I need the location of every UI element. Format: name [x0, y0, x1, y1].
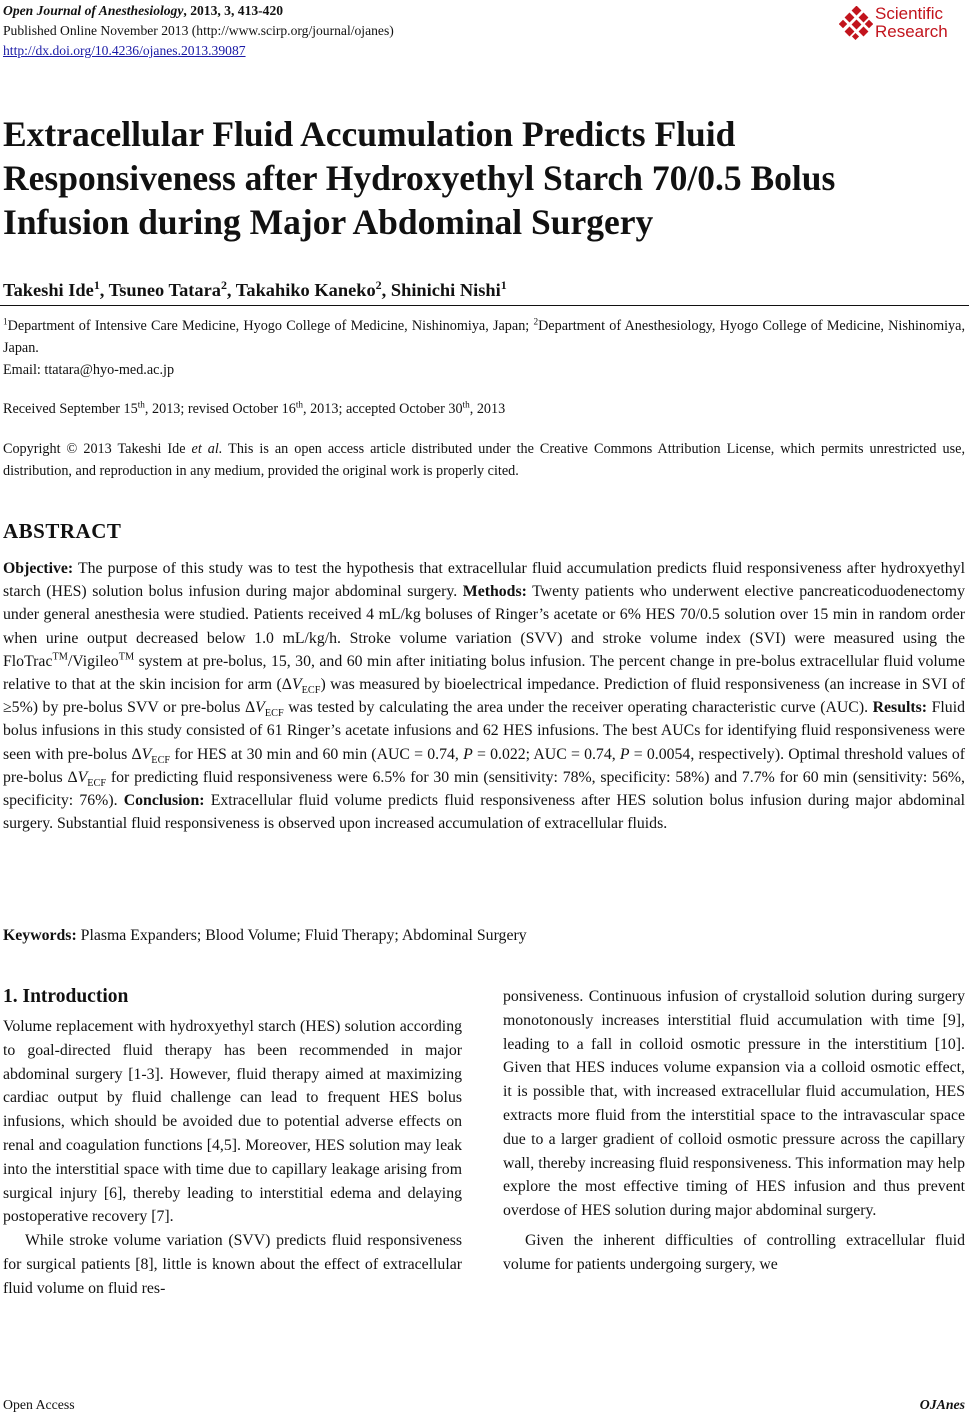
copyright-license-text: This is an open access article distributed under the Creative Commons Attribution License, which permits unrestricted use, distribution, and reproduction in any medium, provided the original work is properly cited. [3, 441, 965, 479]
author-name: Takeshi Ide [3, 280, 94, 300]
accepted-text: , 2013; accepted October 30 [302, 401, 463, 417]
results-text: = 0.0054, respectively). Optimal threshold values of pre-bolus Δ [3, 745, 965, 786]
author-separator: , [226, 280, 236, 300]
section-heading-introduction: 1. Introduction [3, 986, 129, 1007]
abstract-body [3, 557, 965, 835]
affiliation-mark: 2 [533, 316, 539, 327]
objective-text: The purpose of this study was to test the hypothesis that extracellular fluid accumulation predicts fluid responsiveness after hydroxyethyl starch (HES) solution bolus infusion during major abdominal surgery. [3, 560, 965, 601]
scientific-research-logo-icon [839, 6, 873, 40]
affiliation-mark: 1 [3, 316, 8, 327]
author-affiliation-mark: 2 [375, 277, 382, 292]
author-affiliation-mark: 1 [500, 277, 507, 292]
subscript-ecf: ECF [301, 685, 321, 697]
doi-link[interactable]: http://dx.doi.org/10.4236/ojanes.2013.39087 [3, 43, 246, 58]
results-label: Results: [872, 699, 928, 717]
journal-volume: , 2013, 3, 413-420 [183, 3, 284, 18]
methods-text: ) was measured by bioelectrical impedance. Prediction of fluid responsiveness (an increase in SVI of ≥5%) by pre-bolus SVV or pre-bolus Δ [3, 676, 965, 717]
ordinal-suffix: th [137, 399, 145, 410]
footer-journal-abbrev: OJAnes [919, 1397, 965, 1412]
abstract-heading: ABSTRACT [3, 519, 122, 543]
keywords-label: Keywords: [3, 927, 77, 944]
received-text: Received September 15 [3, 401, 138, 417]
published-line: Published Online November 2013 (http://www.scirp.org/journal/ojanes) [3, 23, 394, 38]
trademark-mark: TM [52, 651, 68, 663]
publisher-logo [839, 2, 963, 46]
intro-paragraph-3: Given the inherent difficulties of controlling extracellular fluid volume for patients undergoing surgery, we [503, 1231, 965, 1273]
journal-name: Open Journal of Anesthesiology [3, 3, 184, 18]
variable-p: P [463, 745, 473, 763]
revised-text: , 2013; revised October 16 [144, 401, 296, 417]
logo-text-line1: Scientific [875, 4, 944, 23]
intro-paragraph-2: While stroke volume variation (SVV) predicts fluid responsiveness for surgical patients [8], little is known about the effect of extracellular fluid volume on fluid res- [3, 1232, 462, 1297]
subscript-ecf: ECF [151, 754, 171, 766]
results-text: for predicting fluid responsiveness were 6.5% for 30 min (sensitivity: 78%, specificity: 58%) and 7.7% for 60 min (sensitivity: 56%, specificity: 76%). [3, 768, 965, 810]
copyright-etal: et al. [191, 441, 223, 457]
results-text: = 0.022; AUC = 0.74, [472, 745, 620, 763]
copyright-notice [3, 438, 965, 482]
author-list [3, 277, 507, 301]
ordinal-suffix: th [462, 399, 470, 410]
variable-v: V [291, 676, 302, 694]
author-affiliation-mark: 1 [93, 277, 100, 292]
logo-text-line2: Research [875, 22, 948, 41]
variable-v: V [77, 768, 88, 786]
footer-open-access: Open Access [3, 1397, 75, 1412]
paper-title: Extracellular Fluid Accumulation Predicts Fluid Responsiveness after Hydroxyethyl Starch 70/0.5 Bolus Infusion during Major Abdominal Surgery [3, 114, 836, 242]
methods-text: was tested by calculating the area under the receiver operating characteristic curve (AUC). [283, 699, 873, 717]
methods-text: Twenty patients who underwent elective pancreaticoduodenectomy under general anesthesia were studied. Patients received 4 mL/kg boluses of Ringer’s acetate or 6% HES 70/0.5 solution over 15 min in random order when urine output decreased below 1.0 mL/kg/h. Stroke volume variation (SVV) and stroke volume index (SVI) were measured using the FloTrac [3, 583, 965, 670]
methods-label: Methods: [462, 583, 527, 601]
intro-paragraph-1: Volume replacement with hydroxyethyl starch (HES) solution according to goal-directed fluid therapy has been recommended in major abdominal surgery [1-3]. However, fluid therapy aimed at maximizing cardiac output by fluid challenge can lead to frequent HES bolus infusions, which should be avoided due to potential adverse effects on renal and coagulation functions [4,5]. Moreover, HES solution may leak into the interstitial space with time due to capillary leakage arising from surgical injury [6], thereby leading to interstitial edema and delaying postoperative recovery [7]. [3, 1018, 462, 1226]
intro-paragraph-2-continued: ponsiveness. Continuous infusion of crystalloid solution during surgery monotonously increases interstitial fluid accumulation with time [9], leading to a fall in colloid osmotic pressure in the interstitium [10]. Given that HES induces volume expansion via a colloid osmotic effect, it is possible that, with increased extracellular fluid accumulation, HES extracts more fluid from the interstitial space to the intravascular space due to a larger gradient of colloid osmotic pressure across the capillary wall, thereby increasing fluid responsiveness. This information may help explore the most effective timing of HES infusion and thus prevent overdose of HES solution during major abdominal surgery. [503, 988, 965, 1220]
right-column [503, 985, 965, 1277]
received-dates [3, 398, 505, 420]
copyright-text: Copyright © 2013 Takeshi Ide [3, 441, 192, 457]
left-column [3, 985, 462, 1301]
methods-text: system at pre-bolus, 15, 30, and 60 min after initiating bolus infusion. The percent change in pre-bolus extracellular fluid volume relative to that at the skin incision for arm (Δ [3, 652, 965, 694]
results-text: for HES at 30 min and 60 min (AUC = 0.74, [170, 745, 464, 763]
variable-v: V [255, 699, 265, 717]
variable-v: V [141, 745, 152, 763]
variable-p: P [619, 745, 630, 763]
author-affiliation-mark: 2 [220, 277, 227, 292]
affiliation-2: Department of Anesthesiology, Hyogo College of Medicine, Nishinomiya, Japan. [3, 318, 965, 356]
author-name: Tsuneo Tatara [108, 280, 221, 300]
journal-header [3, 1, 394, 61]
methods-text: /Vigileo [67, 652, 119, 670]
corresponding-email: Email: ttatara@hyo-med.ac.jp [3, 362, 175, 378]
trademark-mark: TM [118, 651, 135, 663]
objective-label: Objective: [3, 560, 74, 577]
keywords-text: Plasma Expanders; Blood Volume; Fluid Therapy; Abdominal Surgery [76, 927, 527, 944]
author-name: Shinichi Nishi [390, 280, 501, 300]
conclusion-label: Conclusion: [123, 792, 205, 810]
author-separator: , [381, 280, 391, 300]
affiliations [3, 315, 965, 381]
affiliation-1: Department of Intensive Care Medicine, Hyogo College of Medicine, Nishinomiya, Japan; [7, 318, 534, 334]
year-text: , 2013 [469, 401, 506, 417]
author-separator: , [99, 280, 109, 300]
ordinal-suffix: th [295, 399, 303, 410]
keywords [3, 927, 527, 945]
title-divider [0, 305, 969, 306]
subscript-ecf: ECF [87, 777, 107, 789]
results-text: Fluid bolus infusions in this study consisted of 61 Ringer’s acetate infusions and 62 HES infusions. The best AUCs for identifying fluid responsiveness were seen with pre-bolus Δ [3, 699, 965, 763]
conclusion-text: Extracellular fluid volume predicts fluid responsiveness after HES solution bolus infusion during major abdominal surgery. Substantial fluid responsiveness is observed upon increased accumulation of extracellular fluids. [3, 792, 965, 833]
author-name: Takahiko Kaneko [235, 280, 376, 300]
subscript-ecf: ECF [264, 708, 284, 720]
